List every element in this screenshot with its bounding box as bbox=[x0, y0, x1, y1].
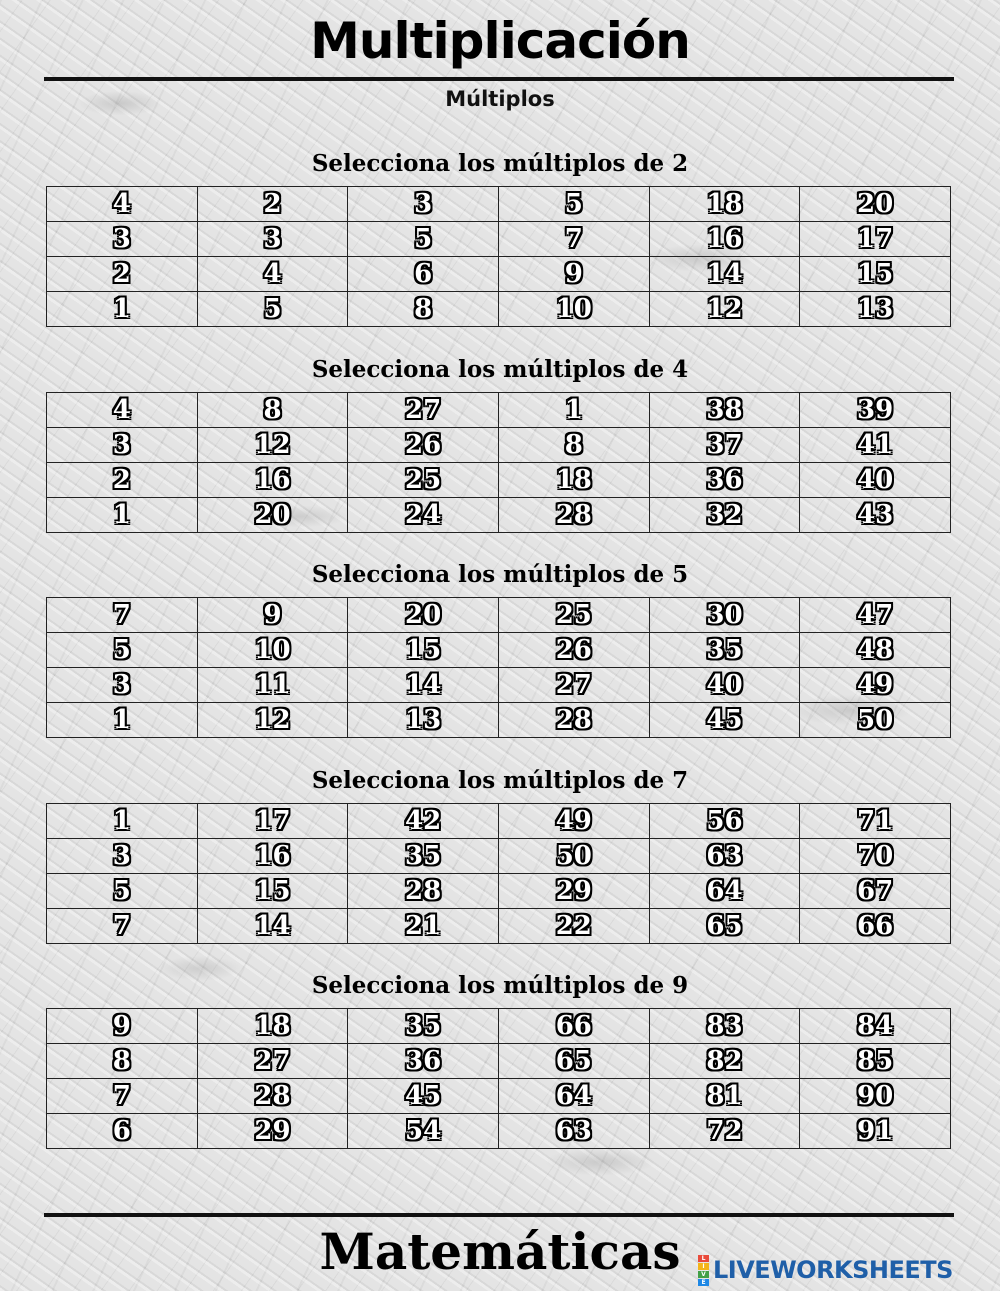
number-cell[interactable]: 3 bbox=[47, 668, 198, 703]
number-cell[interactable]: 6 bbox=[47, 1114, 198, 1149]
number-cell[interactable]: 1 bbox=[47, 703, 198, 738]
number-cell[interactable]: 4 bbox=[197, 257, 348, 292]
number-cell[interactable]: 45 bbox=[348, 1079, 499, 1114]
number-cell[interactable]: 48 bbox=[800, 633, 951, 668]
number-cell[interactable]: 8 bbox=[348, 292, 499, 327]
number-cell[interactable]: 10 bbox=[498, 292, 649, 327]
brand-watermark bbox=[698, 1254, 953, 1286]
number-cell[interactable]: 6 bbox=[348, 257, 499, 292]
number-cell[interactable]: 56 bbox=[649, 804, 800, 839]
number-cell[interactable]: 12 bbox=[649, 292, 800, 327]
number-cell[interactable]: 32 bbox=[649, 498, 800, 533]
number-cell[interactable]: 70 bbox=[800, 839, 951, 874]
number-cell[interactable]: 45 bbox=[649, 703, 800, 738]
grid-row bbox=[47, 393, 951, 428]
section-heading: Selecciona los múltiplos de 4 bbox=[311, 356, 689, 383]
grid-row bbox=[47, 1114, 951, 1149]
number-cell[interactable]: 43 bbox=[800, 498, 951, 533]
number-cell[interactable]: 25 bbox=[498, 598, 649, 633]
number-cell[interactable]: 1 bbox=[47, 804, 198, 839]
number-cell[interactable]: 16 bbox=[197, 463, 348, 498]
number-cell[interactable]: 63 bbox=[649, 839, 800, 874]
page-title: Multiplicación bbox=[310, 12, 690, 70]
number-cell[interactable]: 40 bbox=[649, 668, 800, 703]
number-cell[interactable]: 12 bbox=[197, 703, 348, 738]
number-cell[interactable]: 26 bbox=[498, 633, 649, 668]
grid-row bbox=[47, 292, 951, 327]
grid-row bbox=[47, 428, 951, 463]
number-cell[interactable]: 35 bbox=[348, 1009, 499, 1044]
number-cell[interactable]: 20 bbox=[197, 498, 348, 533]
number-cell[interactable]: 14 bbox=[649, 257, 800, 292]
number-cell[interactable]: 81 bbox=[649, 1079, 800, 1114]
number-cell[interactable]: 49 bbox=[800, 668, 951, 703]
number-cell[interactable]: 24 bbox=[348, 498, 499, 533]
number-cell[interactable]: 5 bbox=[348, 222, 499, 257]
number-cell[interactable]: 16 bbox=[197, 839, 348, 874]
number-cell[interactable]: 83 bbox=[649, 1009, 800, 1044]
brand-logo-icon bbox=[698, 1254, 709, 1286]
multiples-grid bbox=[46, 392, 951, 533]
number-cell[interactable]: 3 bbox=[197, 222, 348, 257]
number-cell[interactable]: 4 bbox=[47, 187, 198, 222]
grid-row bbox=[47, 633, 951, 668]
number-cell[interactable]: 18 bbox=[498, 463, 649, 498]
footer-title: Matemáticas bbox=[319, 1222, 681, 1281]
number-cell[interactable]: 36 bbox=[348, 1044, 499, 1079]
grid-row bbox=[47, 1009, 951, 1044]
number-cell[interactable]: 1 bbox=[498, 393, 649, 428]
number-cell[interactable]: 7 bbox=[498, 222, 649, 257]
grid-row bbox=[47, 909, 951, 944]
number-cell[interactable]: 65 bbox=[649, 909, 800, 944]
number-cell[interactable]: 38 bbox=[649, 393, 800, 428]
grid-row bbox=[47, 839, 951, 874]
number-cell[interactable]: 13 bbox=[348, 703, 499, 738]
number-cell[interactable]: 66 bbox=[800, 909, 951, 944]
number-cell[interactable]: 11 bbox=[197, 668, 348, 703]
number-cell[interactable]: 71 bbox=[800, 804, 951, 839]
number-cell[interactable]: 21 bbox=[348, 909, 499, 944]
number-cell[interactable]: 3 bbox=[47, 839, 198, 874]
number-cell[interactable]: 66 bbox=[498, 1009, 649, 1044]
multiples-grid bbox=[46, 597, 951, 738]
grid-row bbox=[47, 498, 951, 533]
number-cell[interactable]: 63 bbox=[498, 1114, 649, 1149]
brand-logo-letter: V bbox=[698, 1271, 709, 1278]
number-cell[interactable]: 10 bbox=[197, 633, 348, 668]
number-cell[interactable]: 27 bbox=[348, 393, 499, 428]
number-cell[interactable]: 2 bbox=[47, 257, 198, 292]
grid-row bbox=[47, 463, 951, 498]
number-cell[interactable]: 41 bbox=[800, 428, 951, 463]
number-cell[interactable]: 8 bbox=[47, 1044, 198, 1079]
number-cell[interactable]: 28 bbox=[498, 498, 649, 533]
number-cell[interactable]: 3 bbox=[348, 187, 499, 222]
number-cell[interactable]: 65 bbox=[498, 1044, 649, 1079]
number-cell[interactable]: 90 bbox=[800, 1079, 951, 1114]
number-cell[interactable]: 2 bbox=[197, 187, 348, 222]
number-cell[interactable]: 5 bbox=[197, 292, 348, 327]
number-cell[interactable]: 20 bbox=[800, 187, 951, 222]
number-cell[interactable]: 15 bbox=[800, 257, 951, 292]
number-cell[interactable]: 85 bbox=[800, 1044, 951, 1079]
number-cell[interactable]: 15 bbox=[197, 874, 348, 909]
brand-logo-letter: E bbox=[698, 1279, 709, 1286]
number-cell[interactable]: 67 bbox=[800, 874, 951, 909]
number-cell[interactable]: 5 bbox=[498, 187, 649, 222]
grid-row bbox=[47, 874, 951, 909]
number-cell[interactable]: 28 bbox=[348, 874, 499, 909]
multiples-grid bbox=[46, 186, 951, 327]
grid-row bbox=[47, 222, 951, 257]
number-cell[interactable]: 27 bbox=[197, 1044, 348, 1079]
brand-logo-letter: I bbox=[698, 1263, 709, 1270]
grid-row bbox=[47, 598, 951, 633]
brand-logo-letter: L bbox=[698, 1255, 709, 1262]
number-cell[interactable]: 2 bbox=[47, 463, 198, 498]
number-cell[interactable]: 17 bbox=[800, 222, 951, 257]
grid-row bbox=[47, 187, 951, 222]
number-cell[interactable]: 4 bbox=[47, 393, 198, 428]
number-cell[interactable]: 9 bbox=[498, 257, 649, 292]
number-cell[interactable]: 26 bbox=[348, 428, 499, 463]
section-heading: Selecciona los múltiplos de 5 bbox=[311, 561, 689, 588]
section-heading: Selecciona los múltiplos de 7 bbox=[311, 767, 689, 794]
number-cell[interactable]: 50 bbox=[498, 839, 649, 874]
number-cell[interactable]: 8 bbox=[498, 428, 649, 463]
page-subtitle: Múltiplos bbox=[445, 87, 555, 111]
number-cell[interactable]: 22 bbox=[498, 909, 649, 944]
number-cell[interactable]: 14 bbox=[348, 668, 499, 703]
section-heading: Selecciona los múltiplos de 2 bbox=[311, 150, 689, 177]
grid-row bbox=[47, 257, 951, 292]
number-cell[interactable]: 5 bbox=[47, 633, 198, 668]
footer-divider bbox=[44, 1213, 954, 1217]
number-cell[interactable]: 3 bbox=[47, 222, 198, 257]
number-cell[interactable]: 9 bbox=[197, 598, 348, 633]
number-cell[interactable]: 84 bbox=[800, 1009, 951, 1044]
number-cell[interactable]: 25 bbox=[348, 463, 499, 498]
number-cell[interactable]: 1 bbox=[47, 292, 198, 327]
number-cell[interactable]: 18 bbox=[197, 1009, 348, 1044]
grid-row bbox=[47, 804, 951, 839]
number-cell[interactable]: 14 bbox=[197, 909, 348, 944]
brand-name: LIVEWORKSHEETS bbox=[713, 1256, 953, 1284]
number-cell[interactable]: 7 bbox=[47, 598, 198, 633]
grid-row bbox=[47, 668, 951, 703]
number-cell[interactable]: 39 bbox=[800, 393, 951, 428]
grid-row bbox=[47, 1044, 951, 1079]
number-cell[interactable]: 9 bbox=[47, 1009, 198, 1044]
number-cell[interactable]: 15 bbox=[348, 633, 499, 668]
number-cell[interactable]: 64 bbox=[498, 1079, 649, 1114]
number-cell[interactable]: 82 bbox=[649, 1044, 800, 1079]
number-cell[interactable]: 50 bbox=[800, 703, 951, 738]
multiples-grid bbox=[46, 803, 951, 944]
number-cell[interactable]: 28 bbox=[498, 703, 649, 738]
number-cell[interactable]: 17 bbox=[197, 804, 348, 839]
grid-row bbox=[47, 703, 951, 738]
number-cell[interactable]: 37 bbox=[649, 428, 800, 463]
number-cell[interactable]: 35 bbox=[649, 633, 800, 668]
number-cell[interactable]: 54 bbox=[348, 1114, 499, 1149]
number-cell[interactable]: 30 bbox=[649, 598, 800, 633]
number-cell[interactable]: 7 bbox=[47, 1079, 198, 1114]
number-cell[interactable]: 12 bbox=[197, 428, 348, 463]
number-cell[interactable]: 35 bbox=[348, 839, 499, 874]
number-cell[interactable]: 18 bbox=[649, 187, 800, 222]
section-heading: Selecciona los múltiplos de 9 bbox=[311, 972, 689, 999]
number-cell[interactable]: 7 bbox=[47, 909, 198, 944]
number-cell[interactable]: 29 bbox=[498, 874, 649, 909]
number-cell[interactable]: 13 bbox=[800, 292, 951, 327]
number-cell[interactable]: 1 bbox=[47, 498, 198, 533]
header-divider bbox=[44, 77, 954, 81]
number-cell[interactable]: 72 bbox=[649, 1114, 800, 1149]
number-cell[interactable]: 47 bbox=[800, 598, 951, 633]
number-cell[interactable]: 28 bbox=[197, 1079, 348, 1114]
number-cell[interactable]: 16 bbox=[649, 222, 800, 257]
number-cell[interactable]: 91 bbox=[800, 1114, 951, 1149]
number-cell[interactable]: 42 bbox=[348, 804, 499, 839]
number-cell[interactable]: 27 bbox=[498, 668, 649, 703]
number-cell[interactable]: 3 bbox=[47, 428, 198, 463]
multiples-grid bbox=[46, 1008, 951, 1149]
number-cell[interactable]: 40 bbox=[800, 463, 951, 498]
number-cell[interactable]: 29 bbox=[197, 1114, 348, 1149]
number-cell[interactable]: 64 bbox=[649, 874, 800, 909]
number-cell[interactable]: 49 bbox=[498, 804, 649, 839]
number-cell[interactable]: 36 bbox=[649, 463, 800, 498]
number-cell[interactable]: 8 bbox=[197, 393, 348, 428]
grid-row bbox=[47, 1079, 951, 1114]
number-cell[interactable]: 5 bbox=[47, 874, 198, 909]
number-cell[interactable]: 20 bbox=[348, 598, 499, 633]
